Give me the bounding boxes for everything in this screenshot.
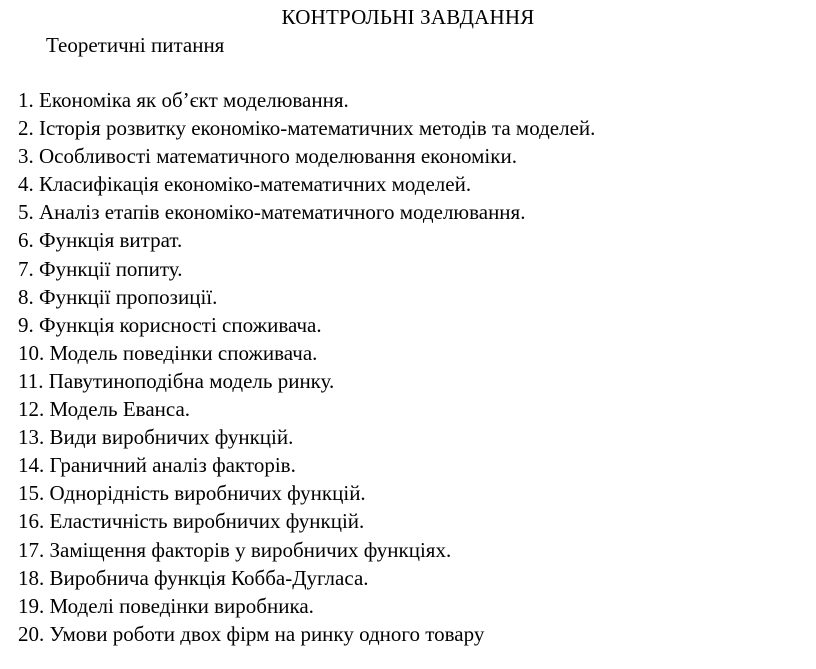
list-item: 13. Види виробничих функцій.	[18, 425, 294, 450]
list-item: 4. Класифікація економіко-математичних моделей.	[18, 172, 472, 197]
list-item: 1. Економіка як об’єкт моделювання.	[18, 88, 349, 112]
page-title: КОНТРОЛЬНІ ЗАВДАННЯ	[281, 5, 535, 29]
list-item: 10. Модель поведінки споживача.	[18, 340, 318, 365]
list-item: 20. Умови роботи двох фірм на ринку одного товару	[18, 621, 485, 646]
list-item: 8. Функції пропозиції.	[18, 284, 218, 309]
section-subtitle: Теоретичні питання	[46, 33, 225, 57]
list-item: 15. Однорідність виробничих функцій.	[18, 481, 366, 506]
list-item: 3. Особливості математичного моделювання економіки.	[18, 144, 517, 169]
list-item: 5. Аналіз етапів економіко-математичного моделювання.	[18, 200, 526, 225]
list-item: 11. Павутиноподібна модель ринку.	[18, 368, 335, 393]
list-item: 14. Граничний аналіз факторів.	[18, 453, 296, 478]
list-item: 18. Виробнича функція Кобба-Дугласа.	[18, 565, 369, 590]
list-item: 17. Заміщення факторів у виробничих функціях.	[18, 537, 452, 562]
list-item: 19. Моделі поведінки виробника.	[18, 593, 314, 618]
list-item: 12. Модель Еванса.	[18, 397, 191, 422]
list-item: 6. Функція витрат.	[18, 228, 183, 253]
list-item: 2. Історія розвитку економіко-математичних методів та моделей.	[18, 116, 596, 141]
list-item: 16. Еластичність виробничих функцій.	[18, 509, 365, 534]
list-item: 7. Функції попиту.	[18, 256, 183, 281]
list-item: 9. Функція корисності споживача.	[18, 312, 322, 337]
questions-list	[18, 86, 595, 648]
